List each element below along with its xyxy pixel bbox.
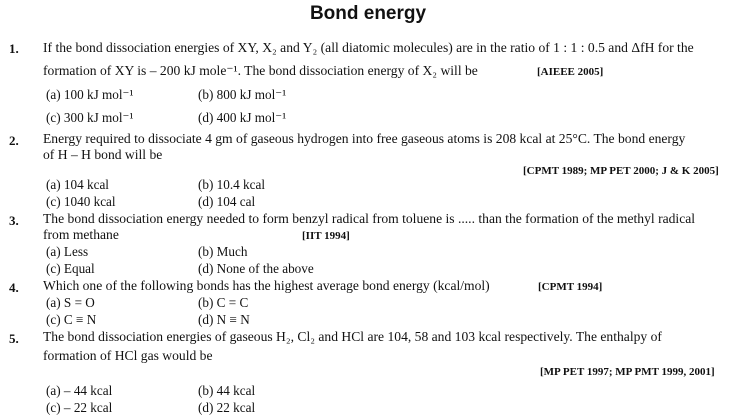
option-b[interactable]: (b) C = C: [198, 295, 249, 310]
question-text: Which one of the following bonds has the highest average bond energy (kcal/mol): [43, 278, 490, 293]
option-d[interactable]: (d) 400 kJ mol⁻¹: [198, 110, 287, 125]
question-text-line2: formation of XY is – 200 kJ mole⁻¹. The bond dissociation energy of X₂ will be: [43, 63, 478, 78]
option-d[interactable]: (d) 22 kcal: [198, 400, 256, 415]
question-source: [AIEEE 2005]: [537, 66, 604, 78]
question-text-line2: of H – H bond will be: [43, 147, 163, 162]
option-a[interactable]: (a) – 44 kcal: [46, 383, 113, 398]
option-c[interactable]: (c) 300 kJ mol⁻¹: [46, 110, 134, 125]
option-d[interactable]: (d) 104 cal: [198, 194, 256, 209]
option-b[interactable]: (b) Much: [198, 244, 248, 259]
question-text-line2: formation of HCl gas would be: [43, 348, 213, 363]
question-number: 2.: [9, 133, 19, 148]
option-b[interactable]: (b) 800 kJ mol⁻¹: [198, 87, 287, 102]
question-source: [CPMT 1989; MP PET 2000; J & K 2005]: [523, 165, 719, 177]
option-c[interactable]: (c) – 22 kcal: [46, 400, 113, 415]
option-a[interactable]: (a) 100 kJ mol⁻¹: [46, 87, 134, 102]
option-a[interactable]: (a) Less: [46, 244, 89, 259]
question-text: Energy required to dissociate 4 gm of gaseous hydrogen into free gaseous atoms is 208 kcal at 25°C. The bond energy: [43, 131, 686, 146]
option-d[interactable]: (d) None of the above: [198, 261, 314, 276]
option-a[interactable]: (a) 104 kcal: [46, 177, 109, 192]
question-source: [MP PET 1997; MP PMT 1999, 2001]: [540, 366, 715, 378]
question-number: 3.: [9, 213, 19, 228]
question-source: [IIT 1994]: [302, 230, 350, 242]
question-text: The bond dissociation energy needed to form benzyl radical from toluene is ..... than the formation of the methyl radical: [43, 211, 696, 226]
question-text-line2: from methane: [43, 227, 119, 242]
option-c[interactable]: (c) Equal: [46, 261, 95, 276]
page-title: Bond energy: [309, 3, 427, 24]
question-number: 4.: [9, 280, 19, 295]
question-text: If the bond dissociation energies of XY, X₂ and Y₂ (all diatomic molecules) are in the ratio of 1 : 1 : 0.5 and ΔfH for the: [43, 40, 694, 55]
option-b[interactable]: (b) 10.4 kcal: [198, 177, 266, 192]
option-a[interactable]: (a) S = O: [46, 295, 95, 310]
question-number: 5.: [9, 331, 19, 346]
option-d[interactable]: (d) N ≡ N: [198, 312, 250, 327]
option-c[interactable]: (c) 1040 kcal: [46, 194, 116, 209]
question-text: The bond dissociation energies of gaseous H₂, Cl₂ and HCl are 104, 58 and 103 kcal respectively. The enthalpy of: [43, 329, 662, 344]
option-c[interactable]: (c) C ≡ N: [46, 312, 97, 327]
question-number: 1.: [9, 41, 19, 56]
option-b[interactable]: (b) 44 kcal: [198, 383, 256, 398]
question-source: [CPMT 1994]: [538, 281, 603, 293]
